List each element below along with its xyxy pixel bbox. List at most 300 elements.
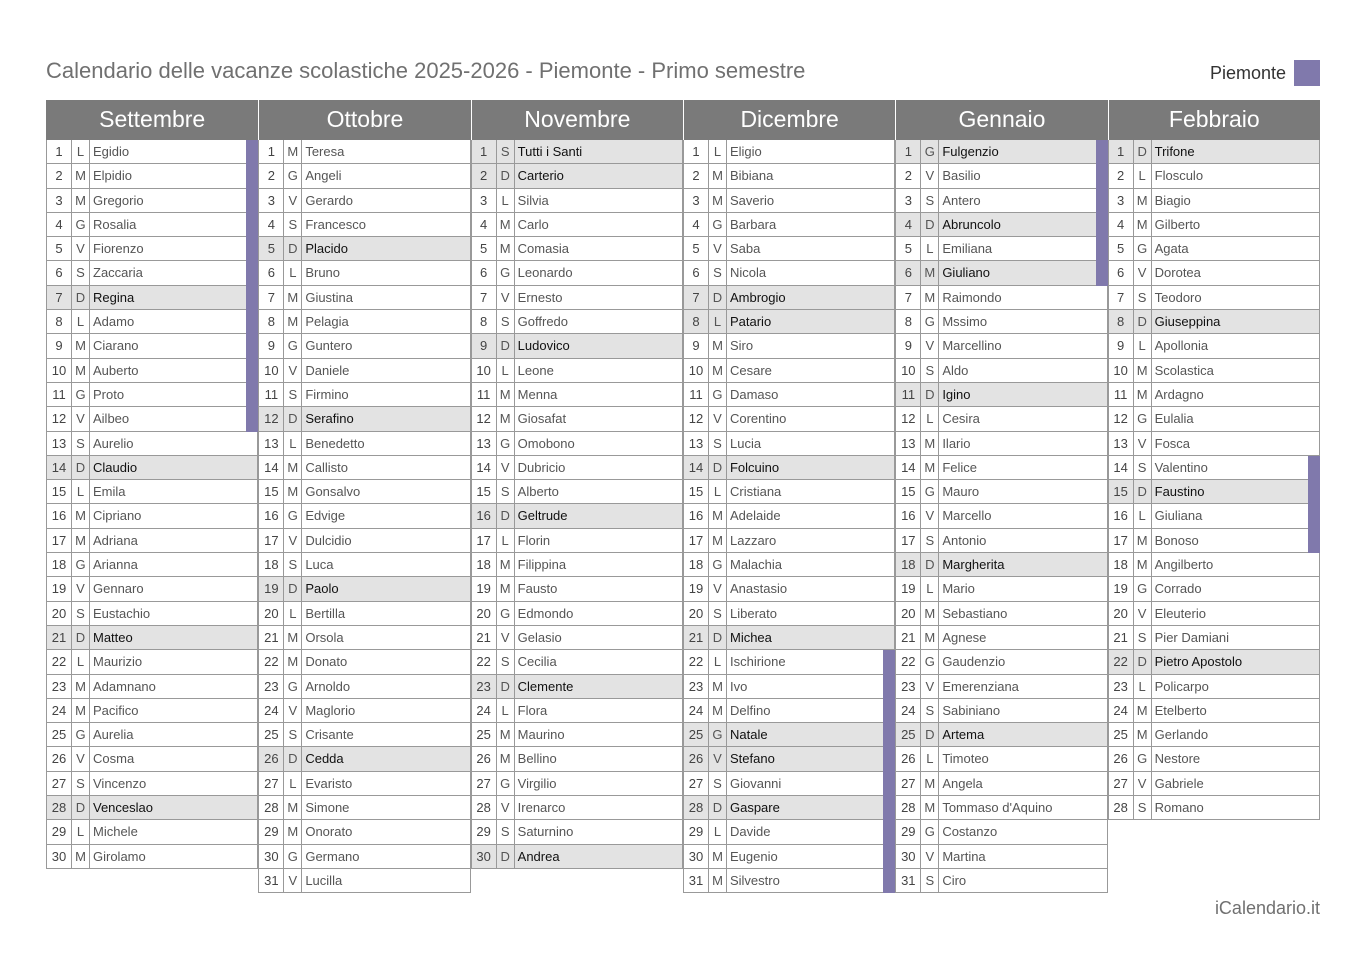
day-number: 24 xyxy=(684,699,709,722)
day-number: 18 xyxy=(1109,553,1134,576)
day-number: 20 xyxy=(896,602,921,625)
day-row xyxy=(258,675,470,699)
day-number: 8 xyxy=(47,310,72,333)
day-row xyxy=(895,407,1107,431)
day-row xyxy=(683,577,895,601)
saint-name: Lazzaro xyxy=(729,532,777,548)
saint-name: Angilberto xyxy=(1154,557,1214,573)
weekday-letter: G xyxy=(72,383,90,406)
weekday-letter: M xyxy=(497,747,515,770)
day-row xyxy=(895,747,1107,771)
saint-name: Antonio xyxy=(942,532,987,548)
day-number: 17 xyxy=(47,529,72,552)
day-row xyxy=(895,237,1107,261)
weekday-letter: D xyxy=(72,796,90,819)
day-number: 5 xyxy=(472,237,497,260)
weekday-letter: L xyxy=(1134,164,1152,187)
weekday-letter: S xyxy=(497,480,515,503)
day-number: 18 xyxy=(896,553,921,576)
day-row xyxy=(895,869,1107,893)
day-number: 10 xyxy=(259,359,284,382)
saint-name: Firmino xyxy=(305,386,349,402)
weekday-letter: M xyxy=(921,626,939,649)
saint-name: Ilario xyxy=(942,435,971,451)
month-column xyxy=(895,100,1107,893)
saint-name: Timoteo xyxy=(942,751,989,767)
weekday-letter: M xyxy=(284,480,302,503)
day-number: 8 xyxy=(472,310,497,333)
saint-name: Flosculo xyxy=(1154,168,1204,184)
weekday-letter: L xyxy=(709,650,727,673)
saint-name: Venceslao xyxy=(93,800,153,816)
day-row xyxy=(258,334,470,358)
holiday-row xyxy=(46,626,258,650)
saint-name: Giuliana xyxy=(1154,508,1203,524)
weekday-letter: V xyxy=(1134,432,1152,455)
saint-name: Bonoso xyxy=(1154,532,1199,548)
day-number: 11 xyxy=(259,383,284,406)
weekday-letter: V xyxy=(284,869,302,892)
weekday-letter: S xyxy=(709,602,727,625)
day-number: 15 xyxy=(684,480,709,503)
page-title: Calendario delle vacanze scolastiche 2025-2026 - Piemonte - Primo semestre xyxy=(46,58,806,83)
month-header: Gennaio xyxy=(895,100,1107,140)
holiday-row xyxy=(895,723,1107,747)
day-row xyxy=(471,310,683,334)
saint-name: Artema xyxy=(942,727,985,743)
saint-name: Giuseppina xyxy=(1154,314,1221,330)
saint-name: Emiliana xyxy=(942,241,993,257)
day-number: 13 xyxy=(47,432,72,455)
day-row xyxy=(46,237,258,261)
saint-name: Maglorio xyxy=(305,702,356,718)
day-number: 16 xyxy=(1109,504,1134,527)
day-list xyxy=(683,140,895,893)
day-row xyxy=(895,310,1107,334)
day-row xyxy=(471,286,683,310)
weekday-letter: M xyxy=(1134,359,1152,382)
day-row xyxy=(471,213,683,237)
weekday-letter: M xyxy=(709,869,727,892)
weekday-letter: V xyxy=(72,577,90,600)
weekday-letter: S xyxy=(284,723,302,746)
saint-name: Igino xyxy=(942,386,971,402)
weekday-letter: M xyxy=(1134,189,1152,212)
day-number: 13 xyxy=(896,432,921,455)
day-number: 23 xyxy=(684,675,709,698)
day-number: 23 xyxy=(896,675,921,698)
weekday-letter: M xyxy=(709,845,727,868)
weekday-letter: D xyxy=(284,237,302,260)
day-row xyxy=(895,456,1107,480)
weekday-letter: D xyxy=(72,456,90,479)
saint-name: Romano xyxy=(1154,800,1204,816)
day-row xyxy=(895,626,1107,650)
day-number: 19 xyxy=(684,577,709,600)
day-number: 16 xyxy=(259,504,284,527)
day-number: 22 xyxy=(1109,650,1134,673)
weekday-letter: V xyxy=(72,237,90,260)
weekday-letter: S xyxy=(284,383,302,406)
day-row xyxy=(1108,164,1320,188)
saint-name: Etelberto xyxy=(1154,702,1207,718)
day-number: 28 xyxy=(896,796,921,819)
day-row xyxy=(46,577,258,601)
saint-name: Bertilla xyxy=(305,605,346,621)
saint-name: Egidio xyxy=(93,144,130,159)
day-number: 31 xyxy=(684,869,709,892)
saint-name: Faustino xyxy=(1154,484,1205,500)
saint-name: Adamo xyxy=(93,314,135,330)
day-number: 7 xyxy=(684,286,709,309)
weekday-letter: D xyxy=(497,334,515,357)
day-row xyxy=(683,504,895,528)
day-number: 12 xyxy=(259,407,284,430)
day-number: 27 xyxy=(684,772,709,795)
day-number: 12 xyxy=(47,407,72,430)
day-row xyxy=(258,456,470,480)
weekday-letter: S xyxy=(1134,286,1152,309)
weekday-letter: M xyxy=(709,699,727,722)
weekday-letter: L xyxy=(709,310,727,333)
day-row xyxy=(46,383,258,407)
weekday-letter: G xyxy=(284,675,302,698)
day-list xyxy=(1108,140,1320,820)
saint-name: Giovanni xyxy=(729,775,782,791)
weekday-letter: M xyxy=(709,529,727,552)
weekday-letter: L xyxy=(497,189,515,212)
day-row xyxy=(46,334,258,358)
weekday-letter: L xyxy=(72,480,90,503)
day-number: 6 xyxy=(47,261,72,284)
saint-name: Ivo xyxy=(729,678,748,694)
saint-name: Gennaro xyxy=(93,581,144,597)
weekday-letter: G xyxy=(284,845,302,868)
weekday-letter: D xyxy=(497,164,515,187)
weekday-letter: S xyxy=(497,820,515,843)
holiday-row xyxy=(1108,310,1320,334)
day-row xyxy=(471,359,683,383)
day-row xyxy=(46,164,258,188)
day-number: 1 xyxy=(47,140,72,163)
day-row xyxy=(1108,359,1320,383)
saint-name: Serafino xyxy=(305,411,354,427)
holiday-row xyxy=(683,626,895,650)
day-row xyxy=(895,796,1107,820)
saint-name: Evaristo xyxy=(305,775,353,791)
day-number: 28 xyxy=(684,796,709,819)
weekday-letter: M xyxy=(1134,553,1152,576)
weekday-letter: D xyxy=(497,845,515,868)
weekday-letter: M xyxy=(1134,529,1152,552)
weekday-letter: M xyxy=(497,407,515,430)
saint-name: Pier Damiani xyxy=(1154,629,1230,645)
day-row xyxy=(683,820,895,844)
weekday-letter: V xyxy=(284,529,302,552)
day-number: 2 xyxy=(684,164,709,187)
saint-name: Comasia xyxy=(517,241,569,257)
day-number: 13 xyxy=(259,432,284,455)
day-number: 7 xyxy=(47,286,72,309)
day-number: 3 xyxy=(47,189,72,212)
day-number: 1 xyxy=(1109,140,1134,163)
day-row xyxy=(258,626,470,650)
day-number: 2 xyxy=(472,164,497,187)
day-row xyxy=(1108,626,1320,650)
day-number: 22 xyxy=(47,650,72,673)
saint-name: Fiorenzo xyxy=(93,241,144,257)
holiday-row xyxy=(895,213,1107,237)
day-number: 23 xyxy=(472,675,497,698)
saint-name: Fosca xyxy=(1154,435,1191,451)
weekday-letter: M xyxy=(709,675,727,698)
day-number: 6 xyxy=(684,261,709,284)
weekday-letter: S xyxy=(497,140,515,163)
saint-name: Leone xyxy=(517,362,554,378)
day-number: 21 xyxy=(1109,626,1134,649)
day-row xyxy=(895,164,1107,188)
saint-name: Gonsalvo xyxy=(305,484,361,500)
day-row xyxy=(471,261,683,285)
day-row xyxy=(471,383,683,407)
weekday-letter: M xyxy=(497,383,515,406)
day-number: 12 xyxy=(896,407,921,430)
day-row xyxy=(258,189,470,213)
day-row xyxy=(683,432,895,456)
saint-name: Gerardo xyxy=(305,192,354,208)
day-row xyxy=(1108,723,1320,747)
holiday-row xyxy=(683,796,895,820)
holiday-row xyxy=(471,675,683,699)
weekday-letter: D xyxy=(497,675,515,698)
day-row xyxy=(1108,432,1320,456)
weekday-letter: L xyxy=(72,140,90,163)
month-column xyxy=(1108,100,1320,893)
weekday-letter: V xyxy=(284,699,302,722)
day-number: 21 xyxy=(259,626,284,649)
weekday-letter: M xyxy=(72,334,90,357)
weekday-letter: D xyxy=(921,213,939,236)
saint-name: Adriana xyxy=(93,532,138,548)
saint-name: Gerlando xyxy=(1154,727,1209,743)
weekday-letter: S xyxy=(284,553,302,576)
weekday-letter: G xyxy=(72,553,90,576)
saint-name: Margherita xyxy=(942,557,1005,573)
day-row xyxy=(683,845,895,869)
day-row xyxy=(46,772,258,796)
day-row xyxy=(258,529,470,553)
day-number: 9 xyxy=(47,334,72,357)
weekday-letter: M xyxy=(709,164,727,187)
weekday-letter: V xyxy=(284,189,302,212)
day-row xyxy=(683,772,895,796)
holiday-row xyxy=(46,796,258,820)
weekday-letter: L xyxy=(497,699,515,722)
weekday-letter: M xyxy=(709,359,727,382)
weekday-letter: V xyxy=(921,164,939,187)
day-number: 19 xyxy=(896,577,921,600)
weekday-letter: M xyxy=(284,650,302,673)
day-number: 21 xyxy=(47,626,72,649)
saint-name: Regina xyxy=(93,289,135,305)
saint-name: Filippina xyxy=(517,557,567,573)
day-number: 11 xyxy=(896,383,921,406)
weekday-letter: G xyxy=(709,213,727,236)
saint-name: Ciarano xyxy=(93,338,139,354)
saint-name: Carlo xyxy=(517,216,549,232)
weekday-letter: D xyxy=(1134,140,1152,163)
day-number: 2 xyxy=(1109,164,1134,187)
day-row xyxy=(1108,577,1320,601)
weekday-letter: D xyxy=(921,383,939,406)
day-number: 16 xyxy=(472,504,497,527)
day-row xyxy=(46,602,258,626)
weekday-letter: V xyxy=(284,359,302,382)
day-row xyxy=(1108,334,1320,358)
day-number: 12 xyxy=(472,407,497,430)
weekday-letter: D xyxy=(709,796,727,819)
saint-name: Mario xyxy=(942,581,975,597)
day-number: 3 xyxy=(1109,189,1134,212)
day-number: 11 xyxy=(1109,383,1134,406)
weekday-letter: V xyxy=(1134,772,1152,795)
day-row xyxy=(683,650,895,674)
day-row xyxy=(46,407,258,431)
day-row xyxy=(683,407,895,431)
weekday-letter: S xyxy=(497,650,515,673)
weekday-letter: M xyxy=(284,310,302,333)
day-number: 6 xyxy=(896,261,921,284)
saint-name: Marcello xyxy=(942,508,992,524)
saint-name: Onorato xyxy=(305,824,353,840)
holiday-row xyxy=(683,723,895,747)
saint-name: Francesco xyxy=(305,216,367,232)
weekday-letter: M xyxy=(284,286,302,309)
day-number: 25 xyxy=(259,723,284,746)
weekday-letter: M xyxy=(709,504,727,527)
weekday-letter: G xyxy=(1134,747,1152,770)
day-row xyxy=(471,626,683,650)
day-row xyxy=(258,164,470,188)
day-row xyxy=(895,432,1107,456)
day-row xyxy=(46,140,258,164)
weekday-letter: M xyxy=(72,504,90,527)
day-number: 22 xyxy=(896,650,921,673)
day-row xyxy=(471,820,683,844)
day-row xyxy=(258,820,470,844)
saint-name: Gelasio xyxy=(517,629,562,645)
saint-name: Felice xyxy=(942,459,977,475)
saint-name: Gabriele xyxy=(1154,775,1204,791)
weekday-letter: M xyxy=(1134,699,1152,722)
day-row xyxy=(895,286,1107,310)
day-number: 15 xyxy=(47,480,72,503)
weekday-letter: V xyxy=(497,796,515,819)
day-number: 23 xyxy=(1109,675,1134,698)
legend xyxy=(1210,60,1320,86)
weekday-letter: V xyxy=(497,456,515,479)
day-number: 10 xyxy=(684,359,709,382)
weekday-letter: D xyxy=(497,504,515,527)
saint-name: Michea xyxy=(729,629,772,645)
weekday-letter: D xyxy=(1134,480,1152,503)
weekday-letter: M xyxy=(497,237,515,260)
saint-name: Angela xyxy=(942,775,983,791)
day-row xyxy=(683,261,895,285)
day-number: 25 xyxy=(1109,723,1134,746)
weekday-letter: S xyxy=(1134,456,1152,479)
day-row xyxy=(471,456,683,480)
weekday-letter: L xyxy=(284,602,302,625)
day-row xyxy=(258,869,470,893)
saint-name: Tutti i Santi xyxy=(517,144,583,159)
day-number: 6 xyxy=(472,261,497,284)
saint-name: Martina xyxy=(942,848,986,864)
holiday-row xyxy=(471,334,683,358)
day-number: 30 xyxy=(259,845,284,868)
holiday-row xyxy=(895,140,1107,164)
weekday-letter: D xyxy=(72,626,90,649)
day-number: 9 xyxy=(896,334,921,357)
saint-name: Saba xyxy=(729,241,761,257)
day-row xyxy=(1108,772,1320,796)
weekday-letter: D xyxy=(284,577,302,600)
saint-name: Ailbeo xyxy=(93,411,130,427)
calendar-grid xyxy=(46,100,1320,893)
saint-name: Emila xyxy=(93,484,126,500)
day-row xyxy=(683,213,895,237)
saint-name: Goffredo xyxy=(517,314,569,330)
day-number: 14 xyxy=(684,456,709,479)
day-number: 5 xyxy=(684,237,709,260)
day-number: 15 xyxy=(1109,480,1134,503)
saint-name: Giosafat xyxy=(517,411,567,427)
holiday-row xyxy=(258,407,470,431)
saint-name: Girolamo xyxy=(93,848,146,864)
saint-name: Germano xyxy=(305,848,360,864)
day-number: 10 xyxy=(896,359,921,382)
day-number: 11 xyxy=(472,383,497,406)
saint-name: Antero xyxy=(942,192,981,208)
saint-name: Aurelio xyxy=(93,435,134,451)
holiday-row xyxy=(258,577,470,601)
weekday-letter: G xyxy=(284,334,302,357)
weekday-letter: D xyxy=(921,723,939,746)
day-row xyxy=(46,845,258,869)
day-number: 29 xyxy=(259,820,284,843)
holiday-row xyxy=(1108,480,1320,504)
day-row xyxy=(46,723,258,747)
day-number: 19 xyxy=(47,577,72,600)
saint-name: Teodoro xyxy=(1154,289,1202,305)
saint-name: Siro xyxy=(729,338,754,354)
weekday-letter: M xyxy=(921,796,939,819)
day-number: 21 xyxy=(896,626,921,649)
day-row xyxy=(1108,456,1320,480)
day-row xyxy=(258,286,470,310)
weekday-letter: S xyxy=(497,310,515,333)
day-number: 4 xyxy=(472,213,497,236)
saint-name: Delfino xyxy=(729,702,771,718)
saint-name: Flora xyxy=(517,702,548,718)
saint-name: Orsola xyxy=(305,629,344,645)
day-number: 22 xyxy=(684,650,709,673)
saint-name: Costanzo xyxy=(942,824,998,840)
weekday-letter: M xyxy=(497,723,515,746)
saint-name: Maurino xyxy=(517,727,565,743)
day-number: 5 xyxy=(1109,237,1134,260)
day-number: 10 xyxy=(1109,359,1134,382)
